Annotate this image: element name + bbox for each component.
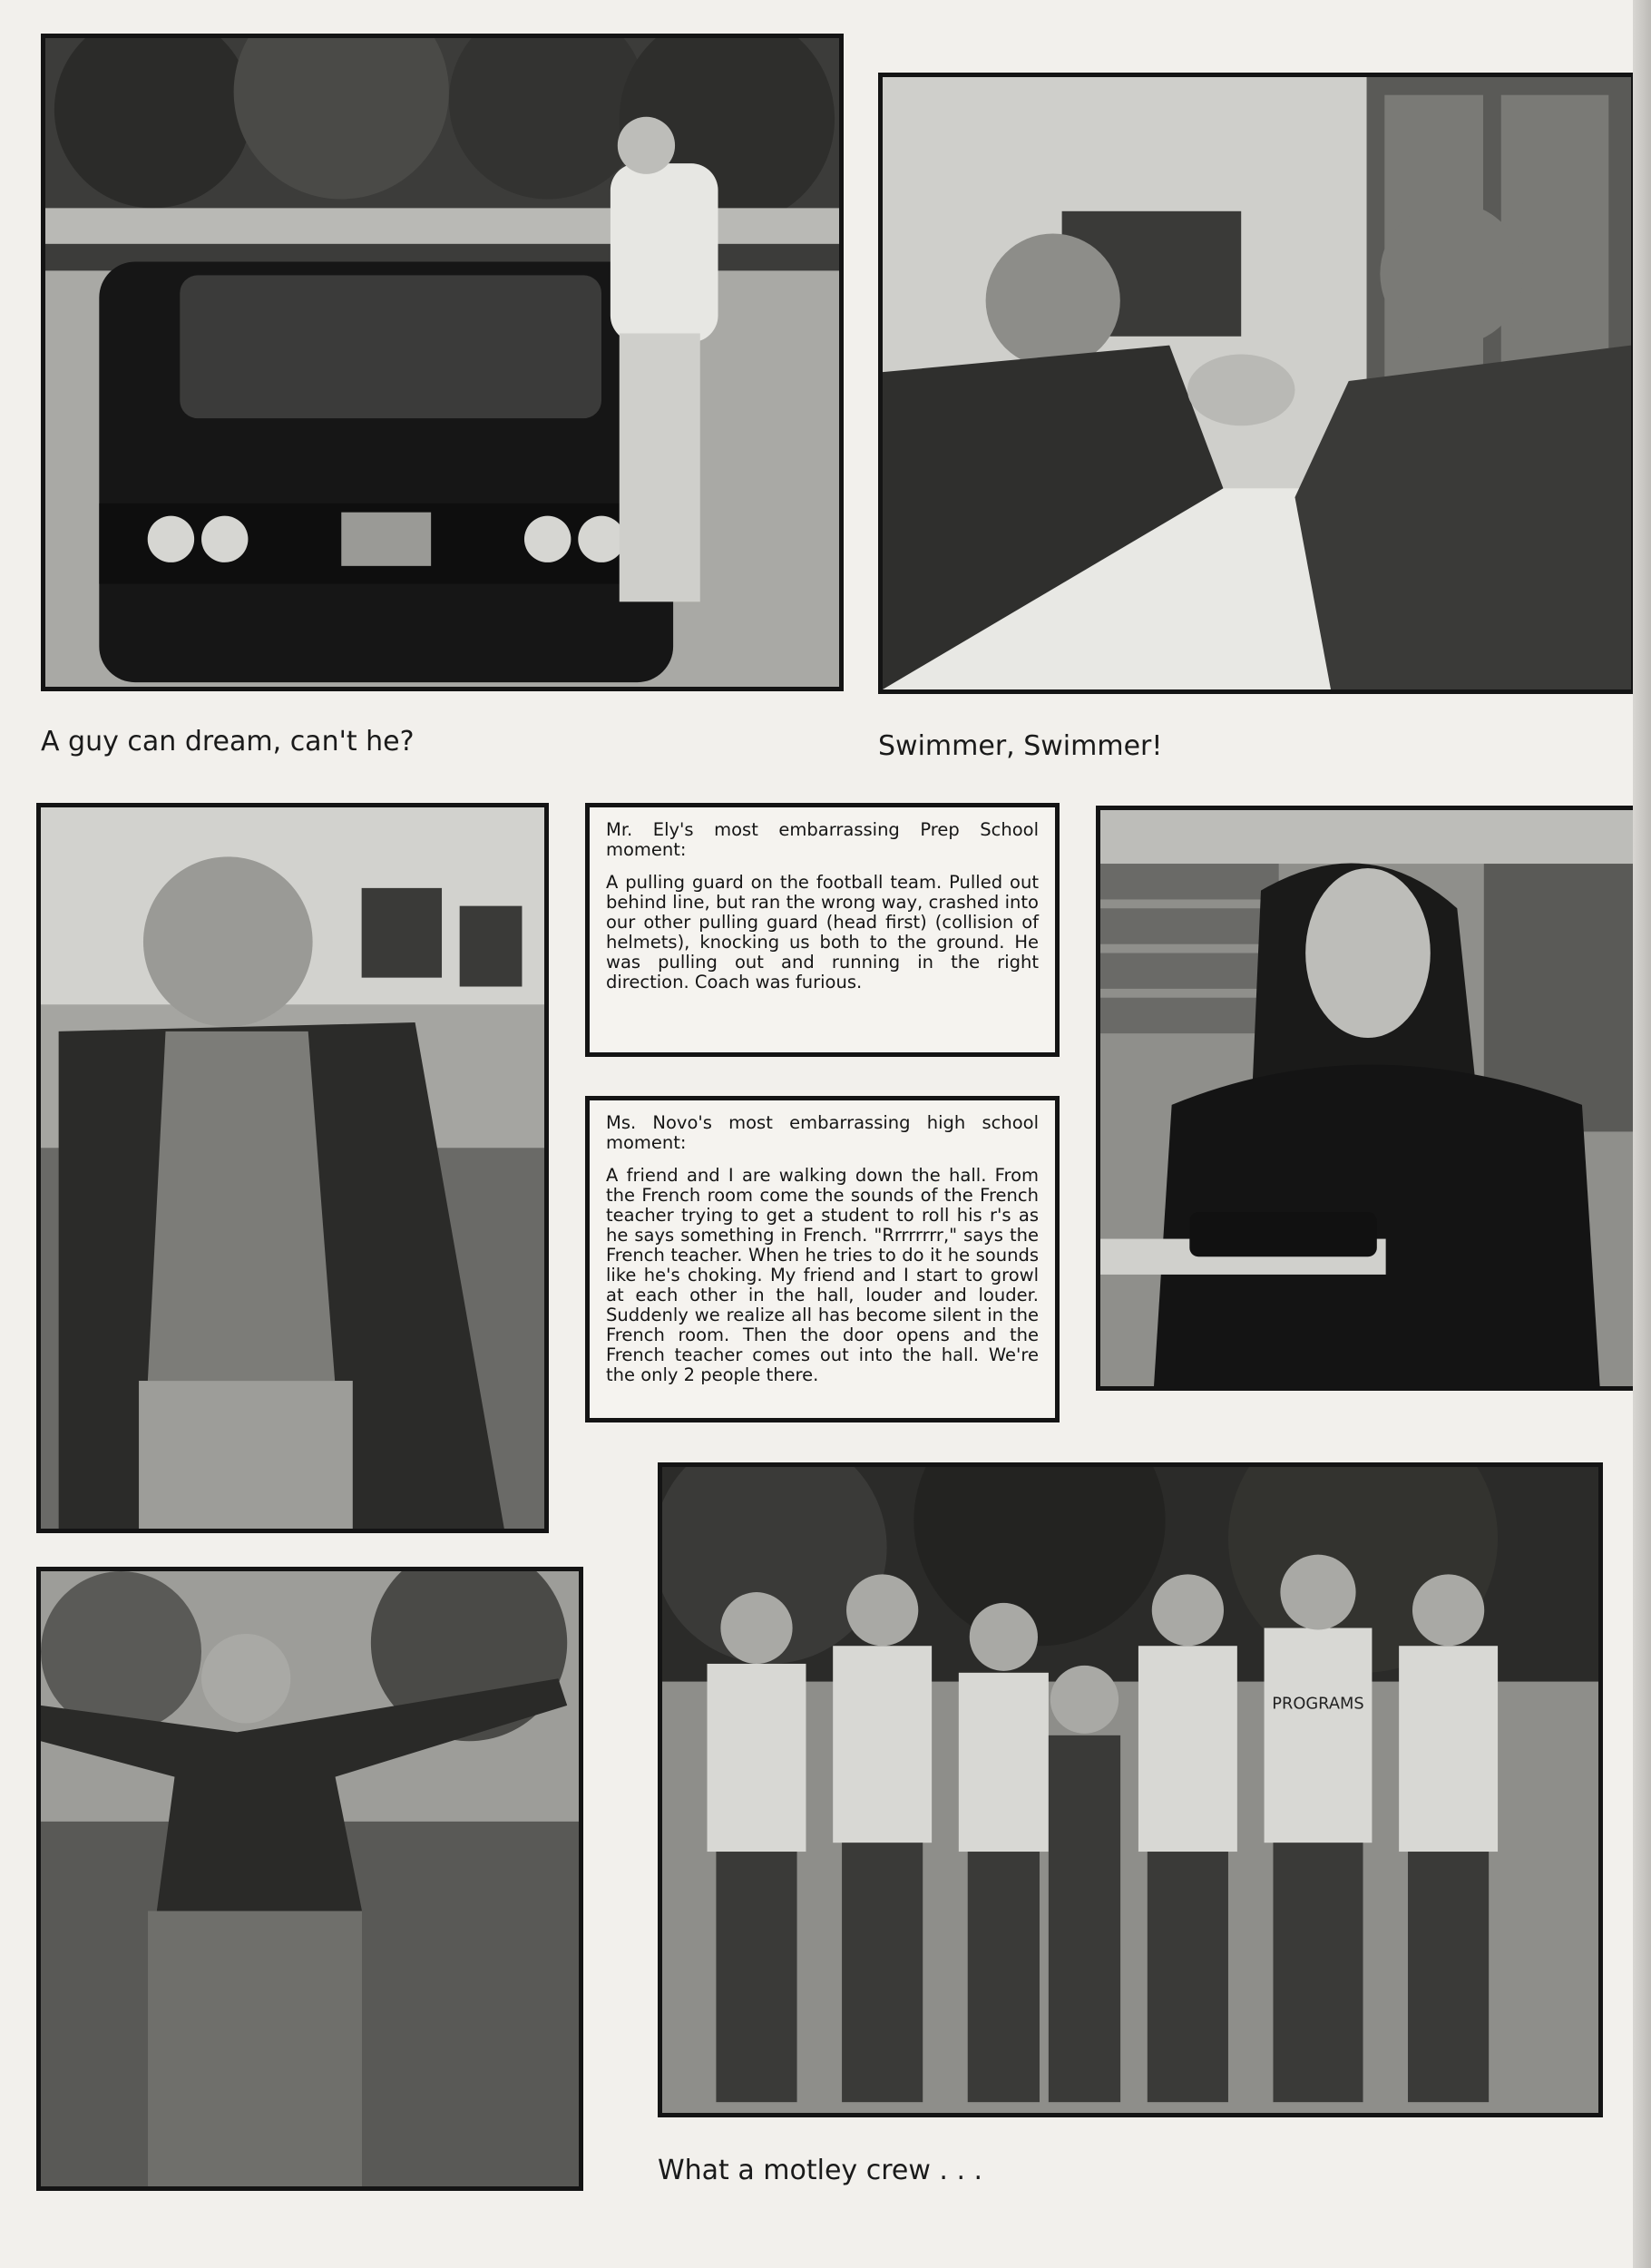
photo-man-in-sweater-vest [36,803,549,1533]
group-shirt-text: PROGRAMS [1272,1694,1364,1714]
photo-man-with-car [41,34,844,691]
caption-arm-wrestling: Swimmer, Swimmer! [878,730,1163,762]
ely-story-box [585,803,1060,1057]
caption-car: A guy can dream, can't he? [41,726,415,758]
photo-man-arms-outstretched [36,1567,583,2191]
ely-story-heading: Mr. Ely's most embarrassing Prep School moment: [606,819,1039,861]
caption-group: What a motley crew . . . [658,2155,983,2186]
photo-woman-in-library [1096,806,1637,1391]
novo-story-heading: Ms. Novo's most embarrassing high school moment: [606,1112,1039,1154]
ely-story-body: A pulling guard on the football team. Pulled out behind line, but ran the wrong way, crashed into our other pulling guard (head first) (collision of helmets), knocking us both to the ground. He was pulling out and running in the right direction. Coach was furious. [606,872,1039,993]
novo-story-body: A friend and I are walking down the hall. From the French room come the sounds of the French teacher trying to get a student to roll his r's as he says something in French. "Rrrrrrrr," says the French teacher. When he tries to do it he sounds like he's choking. My friend and I start to growl at each other in the hall, louder and louder. Suddenly we realize all has become silent in the French room. Then the door opens and the French teacher comes out into the hall. We're the only 2 people there. [606,1165,1039,1386]
page-edge [1633,0,1651,2268]
novo-story-box [585,1096,1060,1422]
photo-group [658,1462,1603,2117]
photo-arm-wrestling [878,73,1636,694]
